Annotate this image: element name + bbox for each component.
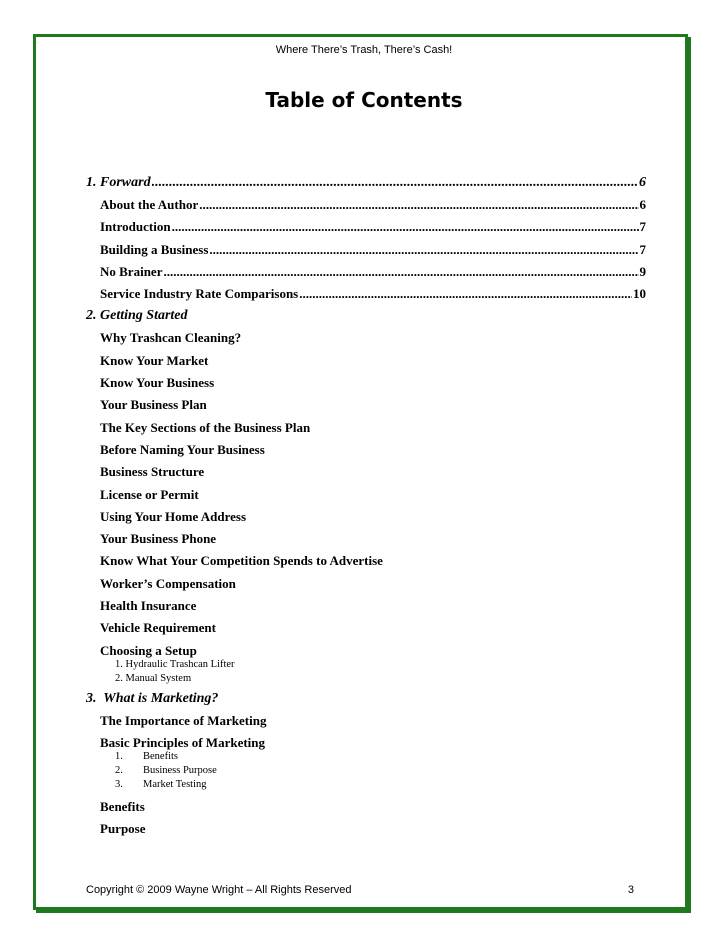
toc-leader-dots <box>209 239 638 261</box>
page-title: Table of Contents <box>265 88 463 112</box>
copyright-text: Copyright © 2009 Wayne Wright – All Rights Reserved <box>86 884 352 896</box>
toc-item[interactable] <box>86 484 646 506</box>
toc-leader-dots <box>199 194 638 216</box>
toc-item[interactable] <box>86 528 646 550</box>
toc-subitem[interactable] <box>86 672 646 686</box>
toc-section-label: 1. Forward <box>86 175 151 190</box>
toc-leader-dots <box>299 283 632 305</box>
toc-item-label: Purpose <box>100 821 146 837</box>
toc-subitem-number: 1. <box>115 750 123 762</box>
toc-item[interactable] <box>86 461 646 483</box>
toc-page-number: 9 <box>639 263 646 279</box>
toc-subitem-label: Market Testing <box>143 778 207 790</box>
toc-section-label: 3. What is Marketing? <box>86 690 219 706</box>
toc-item-label: Worker’s Compensation <box>100 575 236 591</box>
toc-item-label: Know Your Business <box>100 375 215 391</box>
toc-item-introduction[interactable] <box>86 216 646 238</box>
toc-leader-dots <box>172 216 639 238</box>
toc-subitem[interactable] <box>86 778 646 792</box>
toc-page-number: 7 <box>639 219 646 235</box>
footer-page-number: 3 <box>627 884 634 896</box>
toc-item-label: Benefits <box>100 798 145 814</box>
toc-item[interactable] <box>86 573 646 595</box>
toc-leader-dots <box>163 261 638 283</box>
toc-item[interactable] <box>86 327 646 349</box>
toc-item-label: Health Insurance <box>100 598 197 614</box>
toc-page-number: 10 <box>633 286 646 302</box>
toc-item-label: Vehicle Requirement <box>100 620 216 636</box>
toc-item-label: Using Your Home Address <box>100 508 247 524</box>
toc-item[interactable] <box>86 439 646 461</box>
toc-item-label: Choosing a Setup <box>100 642 197 658</box>
toc-item[interactable] <box>86 506 646 528</box>
toc-item[interactable] <box>86 710 646 732</box>
toc-item-label: Before Naming Your Business <box>100 441 265 457</box>
toc-page-number: 6 <box>639 197 646 212</box>
toc-subitem-label: Hydraulic Trashcan Lifter <box>125 658 235 670</box>
toc-subitem-number: 3. <box>115 778 123 790</box>
toc-item[interactable] <box>86 796 646 818</box>
page-footer <box>86 884 634 896</box>
toc-item[interactable] <box>86 640 646 658</box>
toc-leader-dots <box>152 172 638 194</box>
toc-item[interactable] <box>86 732 646 750</box>
running-header: Where There’s Trash, There’s Cash! <box>275 44 453 56</box>
toc-subitem-number: 1. <box>115 658 123 670</box>
toc-item[interactable] <box>86 818 646 840</box>
toc-section-what-is-marketing[interactable] <box>86 686 646 710</box>
toc-item[interactable] <box>86 595 646 617</box>
toc-item-label: Service Industry Rate Comparisons <box>100 286 299 302</box>
toc-page-number: 6 <box>639 175 646 190</box>
toc-subitem[interactable] <box>86 764 646 778</box>
toc-subitem-number: 2. <box>115 764 123 776</box>
toc-subitem-label: Business Purpose <box>143 764 217 776</box>
toc-subitem[interactable] <box>86 750 646 764</box>
toc-item-label: Why Trashcan Cleaning? <box>100 330 242 346</box>
toc-item-label: License or Permit <box>100 486 199 502</box>
toc-item[interactable] <box>86 394 646 416</box>
toc-item[interactable] <box>86 550 646 572</box>
toc-item[interactable] <box>86 617 646 639</box>
toc-item-label: Building a Business <box>100 241 209 257</box>
toc-item[interactable] <box>86 350 646 372</box>
toc-subitem[interactable] <box>86 658 646 672</box>
toc-item-label: The Importance of Marketing <box>100 712 267 728</box>
toc-item-label: Introduction <box>100 219 171 235</box>
toc-item-label: Know What Your Competition Spends to Advertise <box>100 553 383 569</box>
toc-item-label: Basic Principles of Marketing <box>100 734 266 750</box>
toc-item-about-the-author[interactable] <box>86 194 646 216</box>
toc-section-getting-started[interactable] <box>86 305 646 327</box>
toc-page-number: 7 <box>639 241 646 257</box>
toc-item[interactable] <box>86 372 646 394</box>
toc-item-label: The Key Sections of the Business Plan <box>100 419 311 435</box>
toc-item[interactable] <box>86 417 646 439</box>
toc-item-label: Business Structure <box>100 464 205 480</box>
toc-item-label: Your Business Plan <box>100 397 207 413</box>
toc-subitem-label: Manual System <box>125 672 192 684</box>
toc-item-label: No Brainer <box>100 263 163 279</box>
toc-subitem-label: Benefits <box>143 750 178 762</box>
toc-section-label: 2. Getting Started <box>86 308 188 324</box>
toc-item-label: Your Business Phone <box>100 531 217 547</box>
toc-section-forward[interactable] <box>86 172 646 194</box>
toc-item-service-industry-rate-comparisons[interactable] <box>86 283 646 305</box>
toc-item-label: About the Author <box>100 197 199 212</box>
toc-item-no-brainer[interactable] <box>86 261 646 283</box>
toc-subitem-number: 2. <box>115 672 123 684</box>
table-of-contents <box>86 172 646 841</box>
toc-item-label: Know Your Market <box>100 352 209 368</box>
toc-item-building-a-business[interactable] <box>86 239 646 261</box>
